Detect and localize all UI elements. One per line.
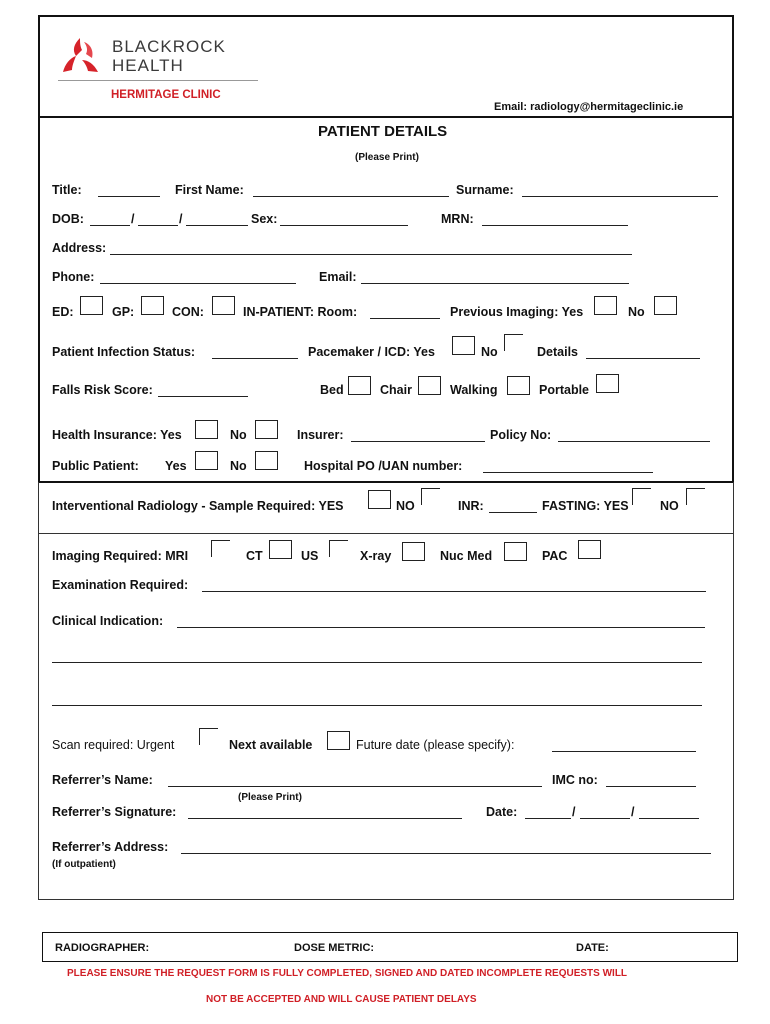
clinical-indication-field-2[interactable] [52,662,702,663]
first-name-field[interactable] [253,196,449,197]
inpatient-room-label: IN-PATIENT: Room: [243,305,358,319]
referrer-address-field[interactable] [181,853,711,854]
referral-date-slash-2: / [631,805,635,819]
referral-date-day-field[interactable] [525,818,571,819]
policy-no-field[interactable] [558,441,710,442]
public-patient-no-checkbox[interactable] [255,451,278,470]
room-field[interactable] [370,318,440,319]
referrer-name-label: Referrer’s Name: [52,773,153,787]
bed-label: Bed [320,383,344,397]
pac-checkbox[interactable] [578,540,601,559]
portable-checkbox[interactable] [596,374,619,393]
warning-line-1: PLEASE ENSURE THE REQUEST FORM IS FULLY COMPLETED, SIGNED AND DATED INCOMPLETE REQUESTS WILL [67,968,628,979]
pacemaker-yes-checkbox[interactable] [452,336,475,355]
referrer-signature-field[interactable] [188,818,462,819]
referrer-name-field[interactable] [168,786,542,787]
pacemaker-no-checkbox[interactable] [504,334,523,351]
referral-date-year-field[interactable] [639,818,699,819]
bed-checkbox[interactable] [348,376,371,395]
inr-field[interactable] [489,512,537,513]
footer-date-label: DATE: [576,942,609,954]
future-date-field[interactable] [552,751,696,752]
clinical-indication-field[interactable] [177,627,705,628]
ir-sample-no-label: NO [396,499,415,513]
fasting-yes-label: FASTING: YES [542,499,629,513]
dob-label: DOB: [52,212,84,226]
warning-line-2: NOT BE ACCEPTED AND WILL CAUSE PATIENT DELAYS [206,994,477,1005]
public-patient-yes-checkbox[interactable] [195,451,218,470]
previous-imaging-no-label: No [628,305,645,319]
title-label: Title: [52,183,82,197]
referrer-address-label: Referrer’s Address: [52,840,169,854]
page-title: PATIENT DETAILS [318,123,448,140]
referral-date-month-field[interactable] [580,818,630,819]
con-checkbox[interactable] [212,296,235,315]
first-name-label: First Name: [175,183,244,197]
walking-label: Walking [450,383,498,397]
walking-checkbox[interactable] [507,376,530,395]
fasting-no-checkbox[interactable] [686,488,705,505]
clinical-indication-label: Clinical Indication: [52,614,164,628]
imc-no-label: IMC no: [552,773,598,787]
logo-divider [58,80,258,81]
chair-checkbox[interactable] [418,376,441,395]
mrn-field[interactable] [482,225,628,226]
pacemaker-yes-label: Pacemaker / ICD: Yes [308,345,435,359]
if-outpatient-note: (If outpatient) [52,859,116,870]
public-patient-no-label: No [230,459,247,473]
dob-year-field[interactable] [186,225,248,226]
falls-risk-label: Falls Risk Score: [52,383,153,397]
scan-urgent-label: Scan required: Urgent [52,738,175,752]
brand-name-line1: BLACKROCK [112,37,226,56]
insurer-label: Insurer: [297,428,344,442]
ir-sample-yes-label: Interventional Radiology - Sample Required: YES [52,499,344,513]
health-insurance-yes-checkbox[interactable] [195,420,218,439]
clinic-name: HERMITAGE CLINIC [111,89,221,101]
previous-imaging-yes-checkbox[interactable] [594,296,617,315]
us-label: US [301,549,319,563]
ed-label: ED: [52,305,74,319]
dob-month-field[interactable] [138,225,178,226]
urgent-checkbox[interactable] [199,728,218,745]
infection-status-label: Patient Infection Status: [52,345,196,359]
ed-checkbox[interactable] [80,296,103,315]
sex-label: Sex: [251,212,278,226]
exam-required-label: Examination Required: [52,578,189,592]
phone-label: Phone: [52,270,95,284]
insurer-field[interactable] [351,441,485,442]
inr-label: INR: [458,499,484,513]
next-available-label: Next available [229,738,313,752]
hospital-po-label: Hospital PO /UAN number: [304,459,463,473]
ir-sample-yes-checkbox[interactable] [368,490,391,509]
radiographer-label: RADIOGRAPHER: [55,942,150,954]
nuc-med-label: Nuc Med [440,549,493,563]
title-field[interactable] [98,196,160,197]
address-label: Address: [52,241,107,255]
infection-status-field[interactable] [212,358,298,359]
clinical-indication-field-3[interactable] [52,705,702,706]
dob-slash-1: / [131,212,135,226]
gp-label: GP: [112,305,135,319]
future-date-label: Future date (please specify): [356,738,515,752]
mrn-label: MRN: [441,212,474,226]
exam-required-field[interactable] [202,591,706,592]
health-insurance-no-label: No [230,428,247,442]
gp-checkbox[interactable] [141,296,164,315]
ct-label: CT [246,549,263,563]
dob-slash-2: / [179,212,183,226]
hospital-po-field[interactable] [483,472,653,473]
xray-label: X-ray [360,549,392,563]
brand-name-line2: HEALTH [112,56,184,75]
details-label: Details [537,345,578,359]
health-insurance-yes-label: Health Insurance: Yes [52,428,182,442]
imc-no-field[interactable] [606,786,696,787]
xray-checkbox[interactable] [402,542,425,561]
sex-field[interactable] [280,225,408,226]
header-email: Email: radiology@hermitageclinic.ie [494,101,684,113]
phone-field[interactable] [100,283,296,284]
pacemaker-no-label: No [481,345,498,359]
falls-risk-field[interactable] [158,396,248,397]
previous-imaging-no-checkbox[interactable] [654,296,677,315]
address-field[interactable] [110,254,632,255]
fasting-no-label: NO [660,499,679,513]
previous-imaging-yes-label: Previous Imaging: Yes [450,305,584,319]
dob-day-field[interactable] [90,225,130,226]
patient-email-field[interactable] [361,283,629,284]
referral-date-label: Date: [486,805,518,819]
public-patient-label: Public Patient: [52,459,139,473]
logo-mark-icon [60,36,106,76]
chair-label: Chair [380,383,412,397]
public-patient-yes-label: Yes [165,459,187,473]
next-available-checkbox[interactable] [327,731,350,750]
nuc-med-checkbox[interactable] [504,542,527,561]
referrer-signature-label: Referrer’s Signature: [52,805,177,819]
ir-sample-no-checkbox[interactable] [421,488,440,505]
mri-checkbox[interactable] [211,540,230,557]
portable-label: Portable [539,383,590,397]
ct-checkbox[interactable] [269,540,292,559]
health-insurance-no-checkbox[interactable] [255,420,278,439]
fasting-yes-checkbox[interactable] [632,488,651,505]
surname-field[interactable] [522,196,718,197]
referrer-please-print-note: (Please Print) [238,792,302,803]
us-checkbox[interactable] [329,540,348,557]
referral-date-slash-1: / [572,805,576,819]
con-label: CON: [172,305,204,319]
patient-email-label: Email: [319,270,357,284]
surname-label: Surname: [456,183,514,197]
please-print-note: (Please Print) [355,152,419,163]
policy-no-label: Policy No: [490,428,552,442]
pac-label: PAC [542,549,568,563]
imaging-mri-label: Imaging Required: MRI [52,549,189,563]
dose-metric-label: DOSE METRIC: [294,942,375,954]
details-field[interactable] [586,358,700,359]
